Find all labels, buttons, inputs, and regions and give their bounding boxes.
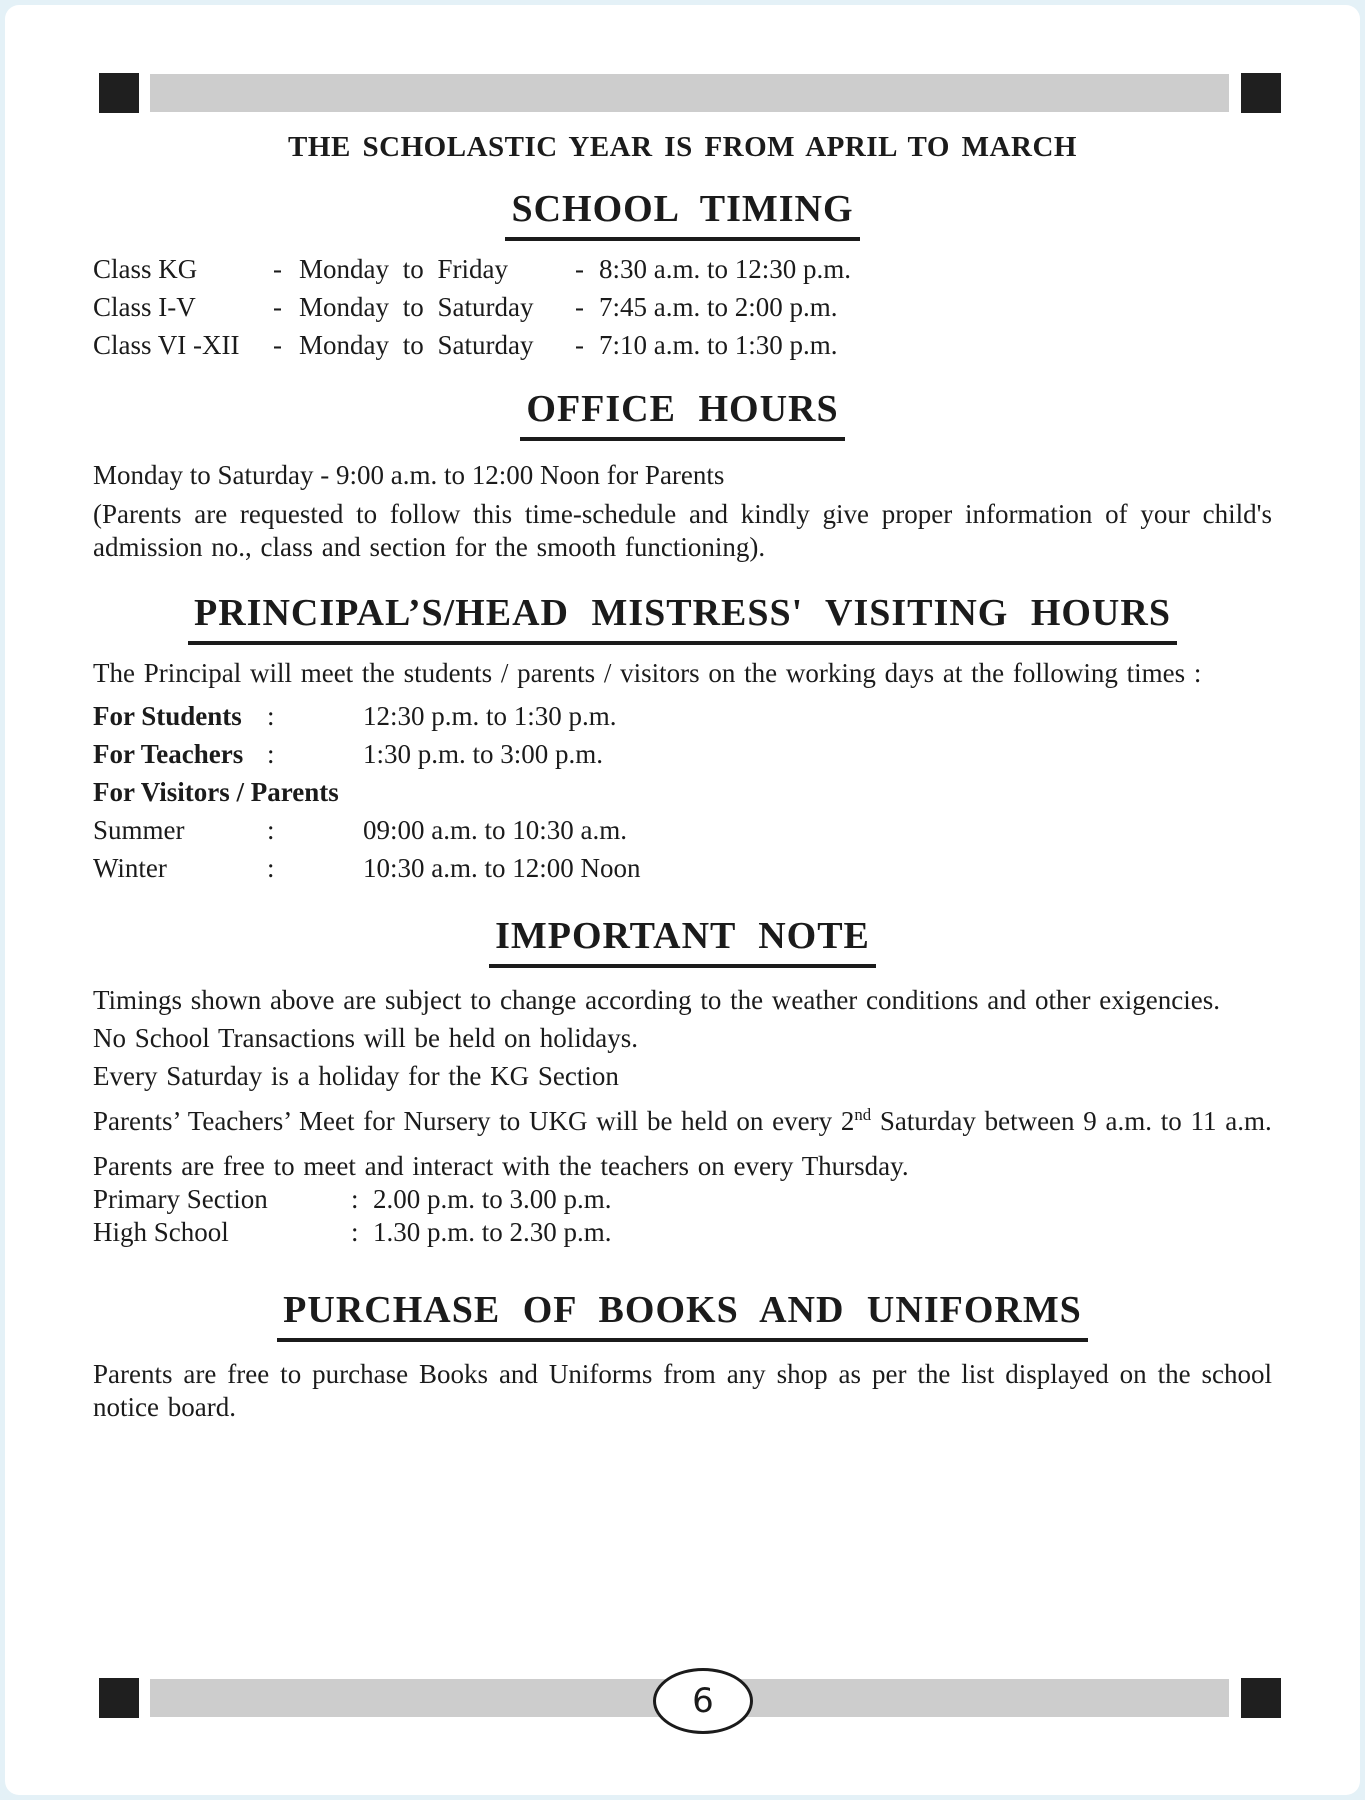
timing-row [93,253,1272,286]
timing-row [93,329,1272,362]
banner-title: THE SCHOLASTIC YEAR IS FROM APRIL TO MARCH [288,131,1077,163]
schedule-time: 2.00 p.m. to 3.00 p.m. [373,1184,612,1214]
section-important-note [93,915,1272,1249]
class-time: 7:45 a.m. to 2:00 p.m. [599,292,838,322]
visiting-row [93,852,1272,885]
visiting-time: 12:30 p.m. to 1:30 p.m. [363,701,617,731]
class-name: Class VI -XII [93,330,240,360]
class-time: 8:30 a.m. to 12:30 p.m. [599,254,851,284]
bottom-right-black-square [1241,1678,1281,1718]
note-paragraph: No School Transactions will be held on holidays. [93,1023,638,1053]
meet-schedule-row [93,1183,1272,1216]
class-days: Monday to Saturday [299,330,534,360]
separator: - [575,330,584,360]
timing-table [93,253,1272,362]
page-number-badge [653,1668,753,1734]
section-purchase-books-uniforms [93,1289,1272,1424]
page-number: 6 [692,1681,714,1721]
section-principal-visiting-hours [93,592,1272,885]
top-right-black-square [1241,73,1281,113]
document-page [5,5,1360,1795]
class-time: 7:10 a.m. to 1:30 p.m. [599,330,838,360]
visiting-row [93,700,1272,733]
visiting-row [93,738,1272,771]
separator: : [267,853,275,883]
separator: - [575,254,584,284]
note-paragraph: Timings shown above are subject to change according to the weather conditions and other exigencies. [93,985,1220,1015]
separator: : [267,815,275,845]
schedule-label: High School [93,1217,229,1247]
timing-row [93,291,1272,324]
office-hours-heading: OFFICE HOURS [93,388,1272,441]
season-label: Winter [93,853,167,883]
principal-hours-intro: The Principal will meet the students / parents / visitors on the working days at the following times : [93,658,1202,688]
visitors-parents-subheading: For Visitors / Parents [93,777,339,807]
season-time: 10:30 a.m. to 12:00 Noon [363,853,641,883]
separator: - [575,292,584,322]
separator: : [351,1217,359,1247]
school-timing-heading: SCHOOL TIMING [93,188,1272,241]
office-hours-line: Monday to Saturday - 9:00 a.m. to 12:00 Noon for Parents [93,460,725,490]
visiting-hours-table [93,700,1272,885]
principal-hours-heading: PRINCIPAL’S/HEAD MISTRESS' VISITING HOURS [93,592,1272,645]
section-office-hours [93,388,1272,564]
ordinal-superscript: nd [854,1105,872,1124]
purchase-heading: PURCHASE OF BOOKS AND UNIFORMS [93,1289,1272,1342]
class-name: Class I-V [93,292,196,322]
meet-schedule-row [93,1216,1272,1249]
visiting-label: For Teachers [93,739,244,769]
top-decoration-rule [99,73,1281,113]
bottom-left-black-square [99,1678,139,1718]
separator: - [273,330,282,360]
top-left-black-square [99,73,139,113]
purchase-text: Parents are free to purchase Books and Uniforms from any shop as per the list displayed on the school notice board. [93,1359,1272,1422]
class-name: Class KG [93,254,198,284]
schedule-time: 1.30 p.m. to 2.30 p.m. [373,1217,612,1247]
office-hours-note: (Parents are requested to follow this time-schedule and kindly give proper information of your child's admission no., class and section for the smooth functioning). [93,499,1272,562]
visiting-time: 1:30 p.m. to 3:00 p.m. [363,739,604,769]
note-paragraph: Every Saturday is a holiday for the KG Section [93,1061,619,1091]
schedule-label: Primary Section [93,1184,268,1214]
section-school-timing [93,188,1272,362]
visiting-label: For Students [93,701,242,731]
season-time: 09:00 a.m. to 10:30 a.m. [363,815,627,845]
separator: : [267,701,275,731]
separator: - [273,292,282,322]
season-label: Summer [93,815,185,845]
note-paragraph-meet: Parents’ Teachers’ Meet for Nursery to UKG will be held on every 2nd Saturday between 9 a.m. to 11 a.m. [93,1105,1272,1136]
note-paragraph: Parents are free to meet and interact with the teachers on every Thursday. [93,1151,909,1181]
separator: - [273,254,282,284]
separator: : [351,1184,359,1214]
top-gray-bar [150,74,1229,112]
important-note-heading: IMPORTANT NOTE [93,915,1272,968]
page-content [5,5,1360,1424]
separator: : [267,739,275,769]
class-days: Monday to Friday [299,254,508,284]
visiting-row [93,814,1272,847]
class-days: Monday to Saturday [299,292,534,322]
